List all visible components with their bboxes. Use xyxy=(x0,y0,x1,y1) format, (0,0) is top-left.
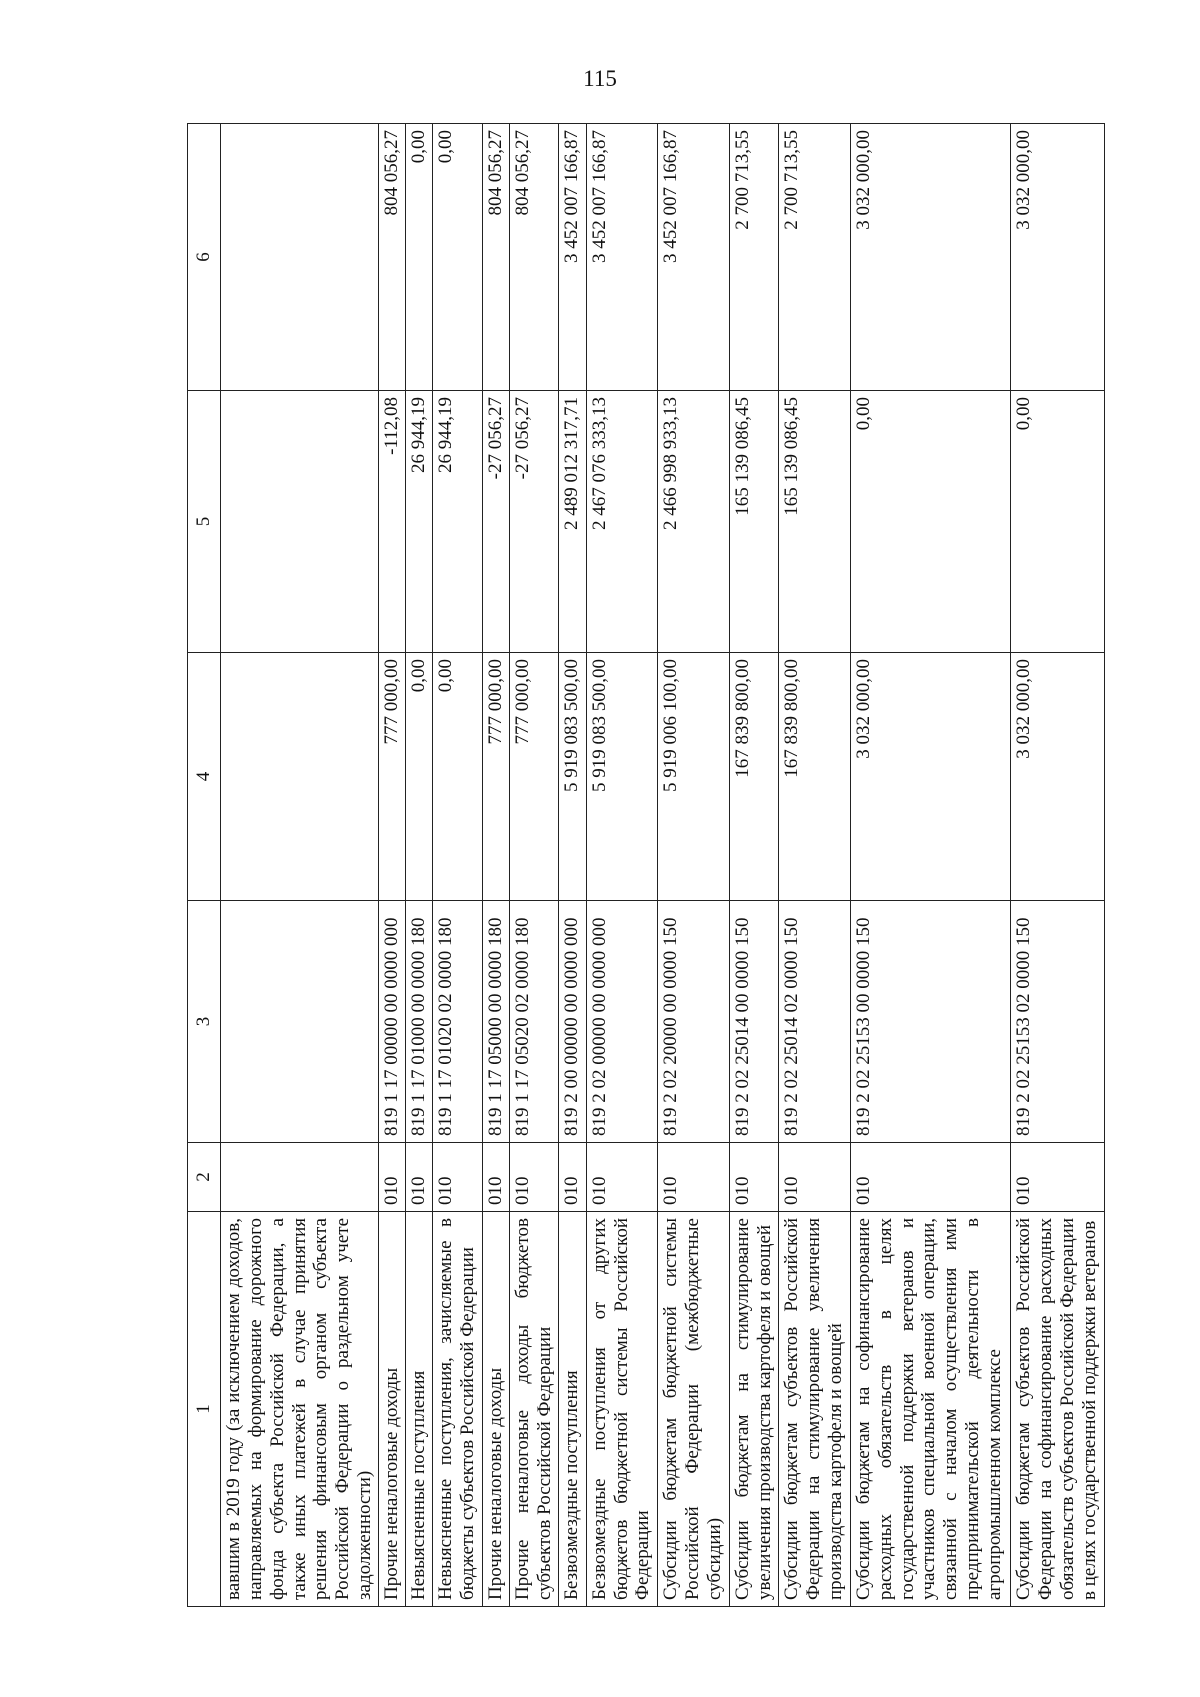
cell-value-5: 165 139 086,45 xyxy=(779,391,851,653)
cell-kbk-code: 819 2 00 00000 00 0000 000 xyxy=(559,901,586,1143)
cell-line-code: 010 xyxy=(378,1143,405,1212)
cell-value-6: 3 452 007 166,87 xyxy=(559,124,586,391)
table-row xyxy=(378,124,405,1607)
cell-kbk-code: 819 2 02 00000 00 0000 000 xyxy=(586,901,658,1143)
column-header-2: 2 xyxy=(188,1143,221,1212)
table-row xyxy=(406,124,433,1607)
column-header-3: 3 xyxy=(188,901,221,1143)
cell-value-5: 2 489 012 317,71 xyxy=(559,391,586,653)
cell-line-code: 010 xyxy=(586,1143,658,1212)
cell-value-5: 2 466 998 933,13 xyxy=(658,391,730,653)
cell-value-4: 5 919 083 500,00 xyxy=(559,653,586,901)
cell-value-5 xyxy=(221,391,379,653)
table-row xyxy=(658,124,730,1607)
budget-revenue-table xyxy=(187,123,1105,1607)
cell-value-6 xyxy=(221,124,379,391)
cell-kbk-code xyxy=(221,901,379,1143)
cell-value-4: 0,00 xyxy=(406,653,433,901)
cell-value-6: 3 452 007 166,87 xyxy=(586,124,658,391)
column-header-1: 1 xyxy=(188,1212,221,1607)
cell-name: Субсидии бюджетам субъектов Российской Федерации на софинансирование расходных обязательств субъектов Российской Федерации в целях государственной поддержки ветеранов xyxy=(1011,1212,1105,1607)
cell-value-5: -27 056,27 xyxy=(510,391,559,653)
cell-value-4 xyxy=(221,653,379,901)
cell-kbk-code: 819 2 02 25014 02 0000 150 xyxy=(779,901,851,1143)
cell-value-6: 2 700 713,55 xyxy=(729,124,778,391)
cell-kbk-code: 819 1 17 01020 02 0000 180 xyxy=(433,901,482,1143)
table-header-row xyxy=(188,124,221,1607)
cell-value-5: 165 139 086,45 xyxy=(729,391,778,653)
cell-value-5: 26 944,19 xyxy=(406,391,433,653)
cell-value-4: 777 000,00 xyxy=(378,653,405,901)
cell-name: Субсидии бюджетам бюджетной системы Российской Федерации (межбюджетные субсидии) xyxy=(658,1212,730,1607)
cell-line-code: 010 xyxy=(1011,1143,1105,1212)
cell-name: Субсидии бюджетам субъектов Российской Федерации на стимулирование увеличения производства картофеля и овощей xyxy=(779,1212,851,1607)
cell-kbk-code: 819 2 02 20000 00 0000 150 xyxy=(658,901,730,1143)
table-row xyxy=(559,124,586,1607)
cell-value-4: 0,00 xyxy=(433,653,482,901)
cell-value-6: 3 452 007 166,87 xyxy=(658,124,730,391)
cell-value-6: 2 700 713,55 xyxy=(779,124,851,391)
cell-value-6: 804 056,27 xyxy=(482,124,509,391)
cell-value-6: 0,00 xyxy=(433,124,482,391)
table-row xyxy=(586,124,658,1607)
cell-value-5: 0,00 xyxy=(850,391,1010,653)
cell-line-code: 010 xyxy=(510,1143,559,1212)
table-row xyxy=(482,124,509,1607)
cell-value-6: 804 056,27 xyxy=(378,124,405,391)
cell-line-code: 010 xyxy=(658,1143,730,1212)
table-row xyxy=(221,124,379,1607)
column-header-6: 6 xyxy=(188,124,221,391)
cell-value-5: -112,08 xyxy=(378,391,405,653)
cell-value-5: -27 056,27 xyxy=(482,391,509,653)
cell-name: Безвозмездные поступления xyxy=(559,1212,586,1607)
cell-value-6: 3 032 000,00 xyxy=(1011,124,1105,391)
cell-name: Прочие неналоговые доходы xyxy=(378,1212,405,1607)
cell-name: Невыясненные поступления xyxy=(406,1212,433,1607)
cell-value-6: 3 032 000,00 xyxy=(850,124,1010,391)
cell-name: Прочие неналоговые доходы xyxy=(482,1212,509,1607)
cell-value-5: 26 944,19 xyxy=(433,391,482,653)
cell-value-5: 0,00 xyxy=(1011,391,1105,653)
column-header-4: 4 xyxy=(188,653,221,901)
cell-line-code: 010 xyxy=(406,1143,433,1212)
cell-value-6: 0,00 xyxy=(406,124,433,391)
cell-line-code: 010 xyxy=(433,1143,482,1212)
cell-kbk-code: 819 2 02 25014 00 0000 150 xyxy=(729,901,778,1143)
cell-line-code: 010 xyxy=(779,1143,851,1212)
cell-name: вавшим в 2019 году (за исключением доходов, направляемых на формирование дорожного фонда субъекта Российской Федерации, а также иных платежей в случае принятия решения финансовым органом субъекта Российской Федерации о раздельном учете задолженности) xyxy=(221,1212,379,1607)
table-body xyxy=(221,124,1105,1607)
table-row xyxy=(729,124,778,1607)
cell-line-code: 010 xyxy=(559,1143,586,1212)
cell-value-4: 3 032 000,00 xyxy=(1011,653,1105,901)
table-row xyxy=(510,124,559,1607)
cell-kbk-code: 819 1 17 05020 02 0000 180 xyxy=(510,901,559,1143)
cell-value-4: 777 000,00 xyxy=(482,653,509,901)
cell-value-4: 5 919 083 500,00 xyxy=(586,653,658,901)
table-row xyxy=(433,124,482,1607)
cell-name: Субсидии бюджетам на стимулирование увеличения производства картофеля и овощей xyxy=(729,1212,778,1607)
cell-kbk-code: 819 1 17 01000 00 0000 180 xyxy=(406,901,433,1143)
cell-name: Субсидии бюджетам на софинансирование расходных обязательств в целях государственной поддержки ветеранов и участников специальной военной операции, связанной с началом осуществления ими предпринимательской деятельности в агропромышленном комплексе xyxy=(850,1212,1010,1607)
cell-kbk-code: 819 2 02 25153 00 0000 150 xyxy=(850,901,1010,1143)
cell-line-code xyxy=(221,1143,379,1212)
cell-line-code: 010 xyxy=(482,1143,509,1212)
budget-table-frame xyxy=(187,124,1105,1607)
page-number: 115 xyxy=(583,66,617,91)
cell-kbk-code: 819 2 02 25153 02 0000 150 xyxy=(1011,901,1105,1143)
cell-value-4: 3 032 000,00 xyxy=(850,653,1010,901)
cell-value-5: 2 467 076 333,13 xyxy=(586,391,658,653)
cell-kbk-code: 819 1 17 00000 00 0000 000 xyxy=(378,901,405,1143)
cell-name: Прочие неналоговые доходы бюджетов субъектов Российской Федерации xyxy=(510,1212,559,1607)
table-row xyxy=(779,124,851,1607)
cell-kbk-code: 819 1 17 05000 00 0000 180 xyxy=(482,901,509,1143)
cell-value-4: 167 839 800,00 xyxy=(779,653,851,901)
cell-line-code: 010 xyxy=(850,1143,1010,1212)
table-row xyxy=(1011,124,1105,1607)
cell-line-code: 010 xyxy=(729,1143,778,1212)
cell-value-4: 167 839 800,00 xyxy=(729,653,778,901)
cell-value-4: 777 000,00 xyxy=(510,653,559,901)
cell-name: Безвозмездные поступления от других бюджетов бюджетной системы Российской Федерации xyxy=(586,1212,658,1607)
table-row xyxy=(850,124,1010,1607)
cell-value-4: 5 919 006 100,00 xyxy=(658,653,730,901)
column-header-5: 5 xyxy=(188,391,221,653)
cell-value-6: 804 056,27 xyxy=(510,124,559,391)
cell-name: Невыясненные поступления, зачисляемые в бюджеты субъектов Российской Федерации xyxy=(433,1212,482,1607)
